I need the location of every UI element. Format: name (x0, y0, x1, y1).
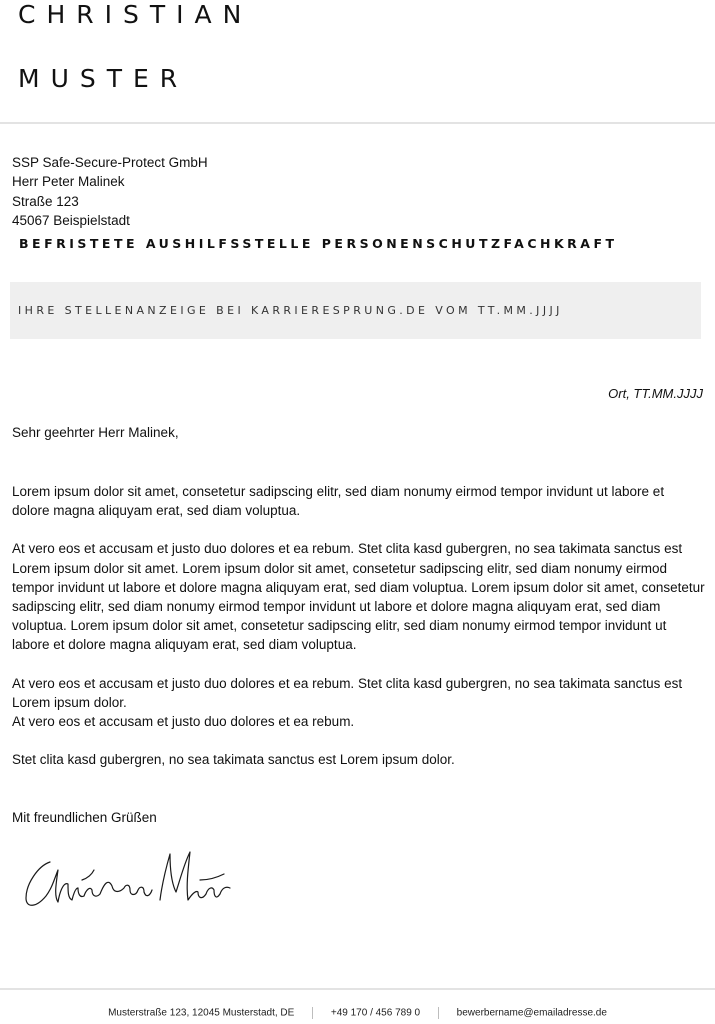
recipient-city: 45067 Beispielstadt (12, 212, 130, 228)
place-date: Ort, TT.MM.JJJJ (608, 386, 703, 401)
name-last-line: MUSTER (18, 64, 189, 88)
letter-body (12, 482, 705, 788)
footer-separator (438, 1007, 439, 1019)
reference-box (10, 282, 701, 339)
recipient-contact: Herr Peter Malinek (12, 174, 125, 190)
footer-contact (0, 1007, 715, 1019)
recipient-address (12, 153, 208, 230)
body-paragraph-1: Lorem ipsum dolor sit amet, consetetur sadipscing elitr, sed diam nonumy eirmod tempor invidunt ut labore et dolore magna aliquyam erat, sed diam voluptua. (12, 484, 665, 519)
recipient-company: SSP Safe-Secure-Protect GmbH (12, 155, 208, 170)
name-last-clip (0, 0, 715, 88)
body-paragraph-4: At vero eos et accusam et justo duo dolores et ea rebum. (12, 714, 355, 730)
salutation: Sehr geehrter Herr Malinek, (12, 425, 179, 440)
signature (20, 840, 235, 920)
reference-text: IHRE STELLENANZEIGE BEI KARRIERESPRUNG.DE VOM TT.MM.JJJJ (18, 304, 563, 317)
footer-address: Musterstraße 123, 12045 Musterstadt, DE (108, 1007, 295, 1019)
recipient-street: Straße 123 (12, 193, 79, 209)
header-divider (0, 122, 715, 124)
subject-title: BEFRISTETE AUSHILFSSTELLE PERSONENSCHUTZFACHKRAFT (19, 236, 618, 251)
footer-phone: +49 170 / 456 789 0 (330, 1007, 421, 1019)
body-paragraph-2: At vero eos et accusam et justo duo dolores et ea rebum. Stet clita kasd gubergren, no sea takimata sanctus est Lorem ipsum dolor sit amet. Lorem ipsum dolor sit amet, consetetur sadipscing elitr, sed diam nonumy eirmod tempor invidunt ut labore et dolore magna aliquyam erat, sed diam voluptua. Lorem ipsum dolor sit amet, consetetur sadipscing elitr, sed diam nonumy eirmod tempor invidunt ut labore et dolore magna aliquyam erat, sed diam voluptua. Lorem ipsum dolor sit amet, consetetur sadipscing elitr, sed diam nonumy eirmod tempor invidunt ut labore et dolore magna aliquyam erat, sed diam voluptua. (12, 541, 705, 653)
body-paragraph-5: Stet clita kasd gubergren, no sea takimata sanctus est Lorem ipsum dolor. (12, 752, 455, 768)
closing: Mit freundlichen Grüßen (12, 810, 157, 825)
footer-divider (0, 988, 715, 990)
footer-separator (312, 1007, 313, 1019)
name-first-line: CHRISTIAN (18, 0, 253, 29)
footer-email: bewerbername@emailadresse.de (456, 1007, 607, 1019)
body-paragraph-3: At vero eos et accusam et justo duo dolores et ea rebum. Stet clita kasd gubergren, no sea takimata sanctus est Lorem ipsum dolor. (12, 675, 683, 710)
